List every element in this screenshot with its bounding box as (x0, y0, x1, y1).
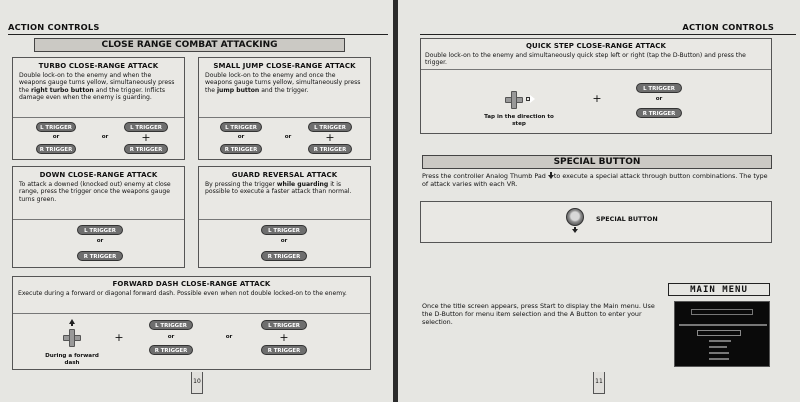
r-trigger-badge: R TRIGGER (308, 144, 352, 154)
r-trigger-badge: R TRIGGER (77, 251, 123, 261)
r-trigger-badge: R TRIGGER (124, 144, 168, 154)
analog-pad-down-icon (548, 172, 554, 179)
screenshot-menu-item (709, 340, 731, 342)
screenshot-selection-box (697, 330, 741, 336)
down-arrow-icon (574, 227, 576, 229)
or-label: or (167, 334, 175, 340)
plus-sign: + (141, 131, 151, 144)
left-page (0, 0, 393, 402)
or-label: or (225, 334, 233, 340)
r-trigger-badge: R TRIGGER (149, 345, 193, 355)
l-trigger-badge: L TRIGGER (36, 122, 76, 132)
page-header: ACTION CONTROLS (8, 22, 100, 32)
divider (13, 219, 184, 220)
turbo-attack-box (12, 57, 185, 160)
or-label: or (280, 238, 288, 244)
screenshot-menu-item (709, 352, 729, 354)
l-trigger-badge: L TRIGGER (308, 122, 352, 132)
divider (199, 219, 370, 220)
special-button-desc: Press the controller Analog Thumb Pad to execute a special attack through button combinations. The type of attack varies with each VR. (422, 172, 768, 188)
plus-sign: + (325, 131, 335, 144)
l-trigger-badge: L TRIGGER (149, 320, 193, 330)
header-rule (420, 34, 796, 35)
r-trigger-badge: R TRIGGER (636, 108, 682, 118)
r-trigger-badge: R TRIGGER (36, 144, 76, 154)
special-button-box (420, 201, 772, 243)
or-label: or (284, 134, 292, 140)
main-menu-desc: Once the title screen appears, press Start to display the Main menu. Use the D-Button for menu item selection and the A Button to enter your selection. (422, 302, 655, 327)
forward-dash-caption: During a forward dash (45, 353, 99, 366)
l-trigger-badge: L TRIGGER (220, 122, 262, 132)
or-label: or (52, 134, 60, 140)
down-attack-title: DOWN CLOSE-RANGE ATTACK (39, 171, 158, 179)
divider (13, 117, 184, 118)
forward-dash-box (12, 276, 371, 370)
quick-step-caption: Tap in the direction to step (484, 114, 554, 127)
or-label: or (237, 134, 245, 140)
main-menu-title: MAIN MENU (668, 283, 770, 296)
divider (13, 313, 370, 314)
l-trigger-badge: L TRIGGER (261, 225, 307, 235)
guard-reversal-title: GUARD REVERSAL ATTACK (231, 171, 338, 179)
r-trigger-badge: R TRIGGER (261, 345, 307, 355)
page-number: 11 (593, 372, 605, 394)
analog-thumb-pad-icon (566, 208, 584, 226)
screenshot-text-line (679, 324, 767, 326)
or-label: or (101, 134, 109, 140)
divider (421, 69, 771, 70)
turbo-attack-title: TURBO CLOSE-RANGE ATTACK (38, 62, 159, 70)
page-header: ACTION CONTROLS (682, 22, 774, 32)
small-jump-attack-desc: Double lock-on to the enemy and once the weapons gauge turns yellow, simultaneously press the jump button and the trigger. (205, 72, 361, 94)
r-trigger-badge: R TRIGGER (261, 251, 307, 261)
down-attack-box (12, 166, 185, 268)
right-page (398, 0, 800, 402)
forward-dash-title: FORWARD DASH CLOSE-RANGE ATTACK (112, 280, 271, 288)
or-label: or (655, 96, 663, 102)
turbo-attack-desc: Double lock-on to the enemy and when the weapons gauge turns yellow, simultaneously press the right turbo button and the trigger. Inflicts damage even when the enemy is guarding. (19, 72, 175, 102)
header-rule (8, 34, 388, 35)
plus-sign: + (114, 331, 124, 344)
or-label: or (96, 238, 104, 244)
divider (199, 117, 370, 118)
down-arrow-icon (572, 229, 578, 233)
small-jump-attack-box (198, 57, 371, 160)
down-attack-desc: To attack a downed (knocked out) enemy at close range, press the trigger once the weapons gauge turns green. (19, 181, 171, 203)
quick-step-desc: Double lock-on to the enemy and simultaneously quick step left or right (tap the D-Button) and press the trigger. (425, 52, 746, 67)
screenshot-menu-item (709, 346, 727, 348)
l-trigger-badge: L TRIGGER (261, 320, 307, 330)
screenshot-menu-item (709, 358, 729, 360)
plus-sign: + (279, 331, 289, 344)
guard-reversal-box (198, 166, 371, 268)
special-button-banner: SPECIAL BUTTON (422, 155, 772, 169)
screenshot-title-bar (691, 309, 753, 315)
section-banner: CLOSE RANGE COMBAT ATTACKING (34, 38, 345, 52)
up-arrow-icon (71, 323, 73, 326)
d-pad-icon (505, 91, 523, 109)
l-trigger-badge: L TRIGGER (77, 225, 123, 235)
l-trigger-badge: L TRIGGER (124, 122, 168, 132)
d-pad-icon (63, 329, 81, 347)
main-menu-screenshot (674, 301, 770, 367)
guard-reversal-desc: By pressing the trigger while guarding it is possible to execute a faster attack than normal. (205, 181, 352, 196)
page-number: 10 (191, 372, 203, 394)
special-button-label: SPECIAL BUTTON (596, 215, 658, 223)
quick-step-title: QUICK STEP CLOSE-RANGE ATTACK (526, 42, 666, 50)
quick-step-box (420, 38, 772, 134)
right-arrow-icon (530, 95, 535, 103)
forward-dash-desc: Execute during a forward or diagonal forward dash. Possible even when not double locked-on to the enemy. (18, 290, 347, 297)
r-trigger-badge: R TRIGGER (220, 144, 262, 154)
small-jump-attack-title: SMALL JUMP CLOSE-RANGE ATTACK (213, 62, 356, 70)
plus-sign: + (592, 92, 602, 105)
l-trigger-badge: L TRIGGER (636, 83, 682, 93)
